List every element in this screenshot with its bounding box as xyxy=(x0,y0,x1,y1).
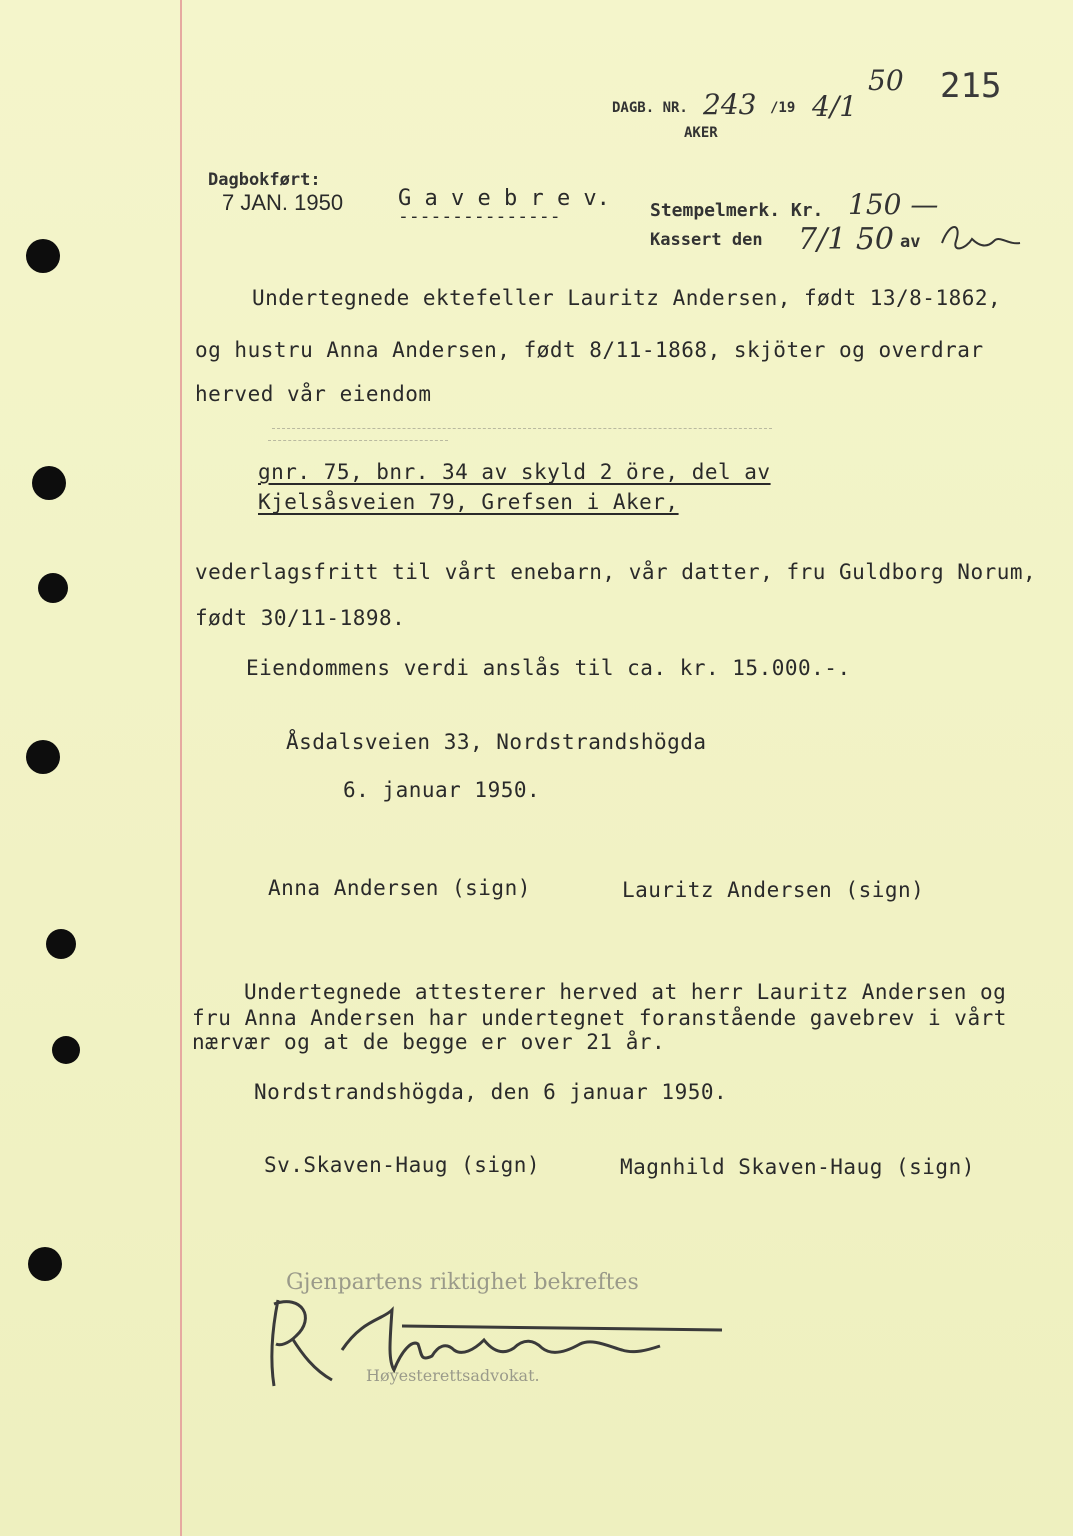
title-underline: --------------- xyxy=(398,206,561,227)
kassert-av-label: av xyxy=(900,232,921,252)
binder-hole xyxy=(28,1247,62,1281)
signature-anna: Anna Andersen (sign) xyxy=(268,876,531,900)
paragraph-3: Eiendommens verdi anslås til ca. kr. 15.000.-. xyxy=(246,656,851,680)
dagbokfort-date: 7 JAN. 1950 xyxy=(222,190,344,215)
paragraph-2-line-1: vederlagsfritt til vårt enebarn, vår datter, fru Guldborg Norum, xyxy=(195,560,1037,584)
folio-mark: 50 xyxy=(868,64,904,97)
binder-hole xyxy=(26,740,60,774)
binder-hole xyxy=(46,929,76,959)
binder-hole xyxy=(32,466,66,500)
page-number: 215 xyxy=(940,66,1002,106)
dagb-nr-value: 243 xyxy=(703,88,757,121)
paragraph-2-line-2: født 30/11-1898. xyxy=(195,606,406,630)
attest-line-2: fru Anna Andersen har undertegnet foranstående gavebrev i vårt xyxy=(192,1006,1007,1030)
aker-label: AKER xyxy=(684,125,718,141)
binder-hole xyxy=(52,1036,80,1064)
dagb-nr-label: DAGB. NR. xyxy=(612,100,688,116)
property-line-1: gnr. 75, bnr. 34 av skyld 2 öre, del av xyxy=(258,460,771,484)
signature-lauritz: Lauritz Andersen (sign) xyxy=(622,878,925,902)
stempelmerke-label: Stempelmerk. Kr. xyxy=(650,200,824,221)
dagb-handwritten-mark: 4/1 xyxy=(812,90,858,123)
binder-hole xyxy=(38,573,68,603)
place: Åsdalsveien 33, Nordstrandshögda xyxy=(286,730,707,754)
dagb-year: /19 xyxy=(770,100,796,116)
kassert-label: Kassert den xyxy=(650,230,763,250)
paragraph-1-line-1: Undertegnede ektefeller Lauritz Andersen, født 13/8-1862, xyxy=(252,286,1002,310)
dotted-rule xyxy=(268,440,448,441)
stempelmerke-value: 150 — xyxy=(848,188,939,221)
signature-sv-skaven-haug: Sv.Skaven-Haug (sign) xyxy=(264,1153,541,1177)
margin-line xyxy=(180,0,182,1536)
certification-text: Gjenpartens riktighet bekreftes xyxy=(286,1270,639,1295)
kassert-initials xyxy=(936,215,1026,265)
signer-title: Høyesterettsadvokat. xyxy=(366,1366,540,1385)
property-line-2: Kjelsåsveien 79, Grefsen i Aker, xyxy=(258,490,679,514)
signature-magnhild-skaven-haug: Magnhild Skaven-Haug (sign) xyxy=(620,1155,975,1179)
binder-hole xyxy=(26,239,60,273)
paragraph-1-line-3: herved vår eiendom xyxy=(195,382,432,406)
date: 6. januar 1950. xyxy=(343,778,541,802)
paragraph-1-line-2: og hustru Anna Andersen, født 8/11-1868, skjöter og overdrar xyxy=(195,338,984,362)
dagbokfort-label: Dagbokført: xyxy=(208,170,321,190)
document-title: G a v e b r e v. xyxy=(398,186,610,211)
attest-line-1: Undertegnede attesterer herved at herr Lauritz Andersen og xyxy=(244,980,1007,1004)
attest-line-3: nærvær og at de begge er over 21 år. xyxy=(192,1030,666,1054)
kassert-value: 7/1 50 xyxy=(798,222,894,257)
dotted-rule xyxy=(272,428,772,429)
attest-place-date: Nordstrandshögda, den 6 januar 1950. xyxy=(254,1080,728,1104)
